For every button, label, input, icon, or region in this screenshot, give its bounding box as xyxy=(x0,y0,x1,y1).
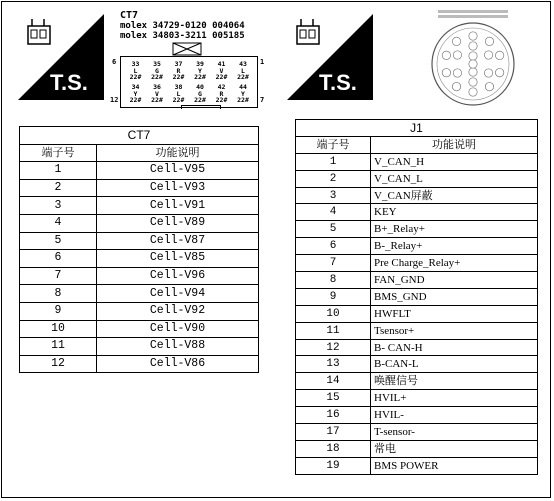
function-cell: Pre Charge_Relay+ xyxy=(371,255,538,272)
pin-num: 40 xyxy=(196,83,204,91)
pin-number-cell: 11 xyxy=(296,322,371,339)
j1-table-title: J1 xyxy=(296,120,538,137)
table-row xyxy=(296,187,538,204)
function-cell: Cell-V86 xyxy=(97,355,259,373)
pin-num: 43 xyxy=(239,60,247,68)
function-cell: 唤醒信号 xyxy=(371,373,538,390)
table-row xyxy=(20,285,259,303)
function-cell: Cell-V95 xyxy=(97,162,259,180)
function-cell: Cell-V89 xyxy=(97,214,259,232)
pin-num: 36 xyxy=(153,83,161,91)
pin-number-cell: 9 xyxy=(20,302,97,320)
j1-pin-hole xyxy=(469,68,477,76)
pin-number-cell: 11 xyxy=(20,338,97,356)
function-cell: V_CAN屏蔽 xyxy=(371,187,538,204)
pin-number-cell: 12 xyxy=(296,339,371,356)
pin-color: V xyxy=(219,66,224,75)
table-row xyxy=(296,305,538,322)
pin-gauge: 22# xyxy=(215,96,228,104)
header-pin-number: 端子号 xyxy=(296,136,371,153)
function-cell: Cell-V85 xyxy=(97,250,259,268)
function-cell: T-sensor- xyxy=(371,424,538,441)
function-cell: Cell-V92 xyxy=(97,302,259,320)
pin-gauge: 22# xyxy=(151,96,163,104)
ct7-table-title: CT7 xyxy=(20,127,259,145)
side-number-6: 6 xyxy=(112,58,117,66)
pin-number-cell: 3 xyxy=(296,187,371,204)
function-cell: V_CAN_H xyxy=(371,153,538,170)
table-title-row xyxy=(296,120,538,137)
j1-pin-hole xyxy=(452,37,460,45)
function-cell: HVIL+ xyxy=(371,390,538,407)
pin-number-cell: 8 xyxy=(296,272,371,289)
pin-number-cell: 3 xyxy=(20,197,97,215)
connector-pin xyxy=(213,61,230,81)
table-row xyxy=(296,153,538,170)
j1-pin-hole xyxy=(469,32,477,40)
function-cell: BMS POWER xyxy=(371,457,538,474)
pin-number-cell: 7 xyxy=(20,267,97,285)
pin-number-cell: 2 xyxy=(296,170,371,187)
pin-gauge: 22# xyxy=(172,73,185,81)
pin-gauge: 22# xyxy=(215,73,228,81)
pin-number-cell: 13 xyxy=(296,356,371,373)
ct7-pin-grid xyxy=(120,56,258,108)
j1-pin-hole xyxy=(442,68,450,76)
connector-pin xyxy=(127,61,144,81)
connector-pin xyxy=(170,84,187,104)
table-row xyxy=(296,373,538,390)
pin-num: 34 xyxy=(131,83,140,91)
table-row xyxy=(296,440,538,457)
table-row xyxy=(296,407,538,424)
molex-part-2: molex 34803-3211 005185 xyxy=(120,31,245,41)
function-cell: B-CAN-L xyxy=(371,356,538,373)
table-row xyxy=(296,356,538,373)
function-cell: HWFLT xyxy=(371,305,538,322)
pin-color: Y xyxy=(198,66,202,75)
connector-pin xyxy=(192,84,209,104)
function-cell: HVIL- xyxy=(371,407,538,424)
logo-text: T.S. xyxy=(319,70,357,95)
function-cell: KEY xyxy=(371,204,538,221)
table-row xyxy=(20,302,259,320)
pin-num: 42 xyxy=(217,83,226,91)
pin-number-cell: 1 xyxy=(296,153,371,170)
table-row xyxy=(296,424,538,441)
table-row xyxy=(296,457,538,474)
pin-num: 35 xyxy=(153,60,161,68)
header-pin-number: 端子号 xyxy=(20,144,97,162)
connector-pin xyxy=(213,84,230,104)
pin-num: 38 xyxy=(174,83,183,91)
function-cell: Cell-V91 xyxy=(97,197,259,215)
connector-pin xyxy=(149,84,166,104)
function-cell: B+_Relay+ xyxy=(371,221,538,238)
pin-color: L xyxy=(176,89,181,98)
pin-gauge: 22# xyxy=(194,96,206,104)
j1-pin-hole xyxy=(495,51,503,59)
connector-pin xyxy=(127,84,144,104)
pin-num: 39 xyxy=(196,60,204,68)
function-cell: B- CAN-H xyxy=(371,339,538,356)
table-title-row xyxy=(20,127,259,145)
j1-pin-hole xyxy=(469,52,477,60)
ct7-connector-drawing xyxy=(110,8,270,108)
pin-number-cell: 5 xyxy=(296,221,371,238)
side-number-7: 7 xyxy=(260,96,265,104)
pin-number-cell: 17 xyxy=(296,424,371,441)
header-function: 功能说明 xyxy=(371,136,538,153)
j1-pin-hole xyxy=(452,82,460,90)
connector-pin xyxy=(149,61,166,81)
table-header-row xyxy=(20,144,259,162)
pin-color: Y xyxy=(241,89,245,98)
function-cell: Cell-V93 xyxy=(97,179,259,197)
side-number-12: 12 xyxy=(110,96,119,104)
function-cell: B-_Relay+ xyxy=(371,238,538,255)
pin-number-cell: 14 xyxy=(296,373,371,390)
side-number-1: 1 xyxy=(260,58,265,66)
pin-number-cell: 18 xyxy=(296,440,371,457)
pin-gauge: 22# xyxy=(129,96,142,104)
table-row xyxy=(296,272,538,289)
pin-number-cell: 10 xyxy=(296,305,371,322)
j1-pin-hole xyxy=(469,88,477,96)
connector-pin xyxy=(192,61,209,81)
table-row xyxy=(20,355,259,373)
j1-connector-drawing xyxy=(424,10,522,108)
pin-gauge: 22# xyxy=(194,73,206,81)
j1-pin-hole xyxy=(484,51,492,59)
molex-part-1: molex 34729-0120 004064 xyxy=(120,21,245,31)
header-function: 功能说明 xyxy=(97,144,259,162)
pin-num: 37 xyxy=(174,60,183,68)
pin-color: R xyxy=(219,89,224,98)
j1-pin-hole xyxy=(469,78,477,86)
table-row xyxy=(296,238,538,255)
pin-gauge: 22# xyxy=(237,96,249,104)
table-row xyxy=(20,197,259,215)
connector-pin xyxy=(235,61,252,81)
j1-pin-hole xyxy=(442,51,450,59)
table-row xyxy=(20,267,259,285)
pin-number-cell: 2 xyxy=(20,179,97,197)
table-row xyxy=(20,179,259,197)
function-cell: Cell-V88 xyxy=(97,338,259,356)
function-cell: 常电 xyxy=(371,440,538,457)
function-cell: Cell-V90 xyxy=(97,320,259,338)
table-row xyxy=(296,204,538,221)
ts-logo-right xyxy=(287,14,373,100)
j1-pin-hole xyxy=(485,37,493,45)
table-row xyxy=(20,214,259,232)
function-cell: V_CAN_L xyxy=(371,170,538,187)
pin-num: 41 xyxy=(217,60,226,68)
logo-text: T.S. xyxy=(50,70,88,95)
pin-gauge: 22# xyxy=(237,73,249,81)
table-row xyxy=(296,390,538,407)
connector-pin xyxy=(235,84,252,104)
ct7-drawing-label: CT7 xyxy=(120,10,139,21)
pin-num: 33 xyxy=(131,60,140,68)
j1-pin-hole xyxy=(469,42,477,50)
table-row xyxy=(20,250,259,268)
j1-pin-hole xyxy=(484,69,492,77)
function-cell: Cell-V94 xyxy=(97,285,259,303)
pin-number-cell: 1 xyxy=(20,162,97,180)
ct7-pin-table xyxy=(19,126,259,373)
j1-pin-table xyxy=(295,119,538,475)
pin-color: G xyxy=(155,66,159,75)
j1-pin-hole xyxy=(469,60,477,68)
pin-number-cell: 16 xyxy=(296,407,371,424)
pin-number-cell: 6 xyxy=(20,250,97,268)
pin-num: 44 xyxy=(239,83,247,91)
table-row xyxy=(20,232,259,250)
pin-gauge: 22# xyxy=(151,73,163,81)
pin-color: R xyxy=(176,66,181,75)
function-cell: Cell-V96 xyxy=(97,267,259,285)
function-cell: Tsensor+ xyxy=(371,322,538,339)
pin-gauge: 22# xyxy=(129,73,142,81)
table-row xyxy=(296,288,538,305)
pin-color: Y xyxy=(133,89,138,98)
pin-number-cell: 10 xyxy=(20,320,97,338)
pin-number-cell: 7 xyxy=(296,255,371,272)
pin-gauge: 22# xyxy=(172,96,185,104)
connector-pin xyxy=(170,61,187,81)
pin-number-cell: 8 xyxy=(20,285,97,303)
pin-color: G xyxy=(198,89,202,98)
keying-notch xyxy=(181,105,221,109)
table-row xyxy=(20,320,259,338)
pin-color: V xyxy=(155,89,159,98)
j1-pin-hole xyxy=(453,51,461,59)
pin-color: L xyxy=(133,66,138,75)
j1-pin-hole xyxy=(453,69,461,77)
table-row xyxy=(296,255,538,272)
pin-number-cell: 6 xyxy=(296,238,371,255)
pin-number-cell: 19 xyxy=(296,457,371,474)
pin-number-cell: 4 xyxy=(20,214,97,232)
table-header-row xyxy=(296,136,538,153)
j1-pin-hole xyxy=(495,68,503,76)
latch-icon xyxy=(172,42,202,56)
table-row xyxy=(20,162,259,180)
j1-pin-hole xyxy=(485,82,493,90)
pin-number-cell: 9 xyxy=(296,288,371,305)
table-row xyxy=(20,338,259,356)
function-cell: FAN_GND xyxy=(371,272,538,289)
pin-number-cell: 4 xyxy=(296,204,371,221)
table-row xyxy=(296,322,538,339)
pin-number-cell: 5 xyxy=(20,232,97,250)
ts-logo-left xyxy=(18,14,104,100)
pin-number-cell: 12 xyxy=(20,355,97,373)
table-row xyxy=(296,170,538,187)
function-cell: BMS_GND xyxy=(371,288,538,305)
function-cell: Cell-V87 xyxy=(97,232,259,250)
pin-number-cell: 15 xyxy=(296,390,371,407)
pin-color: L xyxy=(241,66,245,75)
table-row xyxy=(296,339,538,356)
table-row xyxy=(296,221,538,238)
